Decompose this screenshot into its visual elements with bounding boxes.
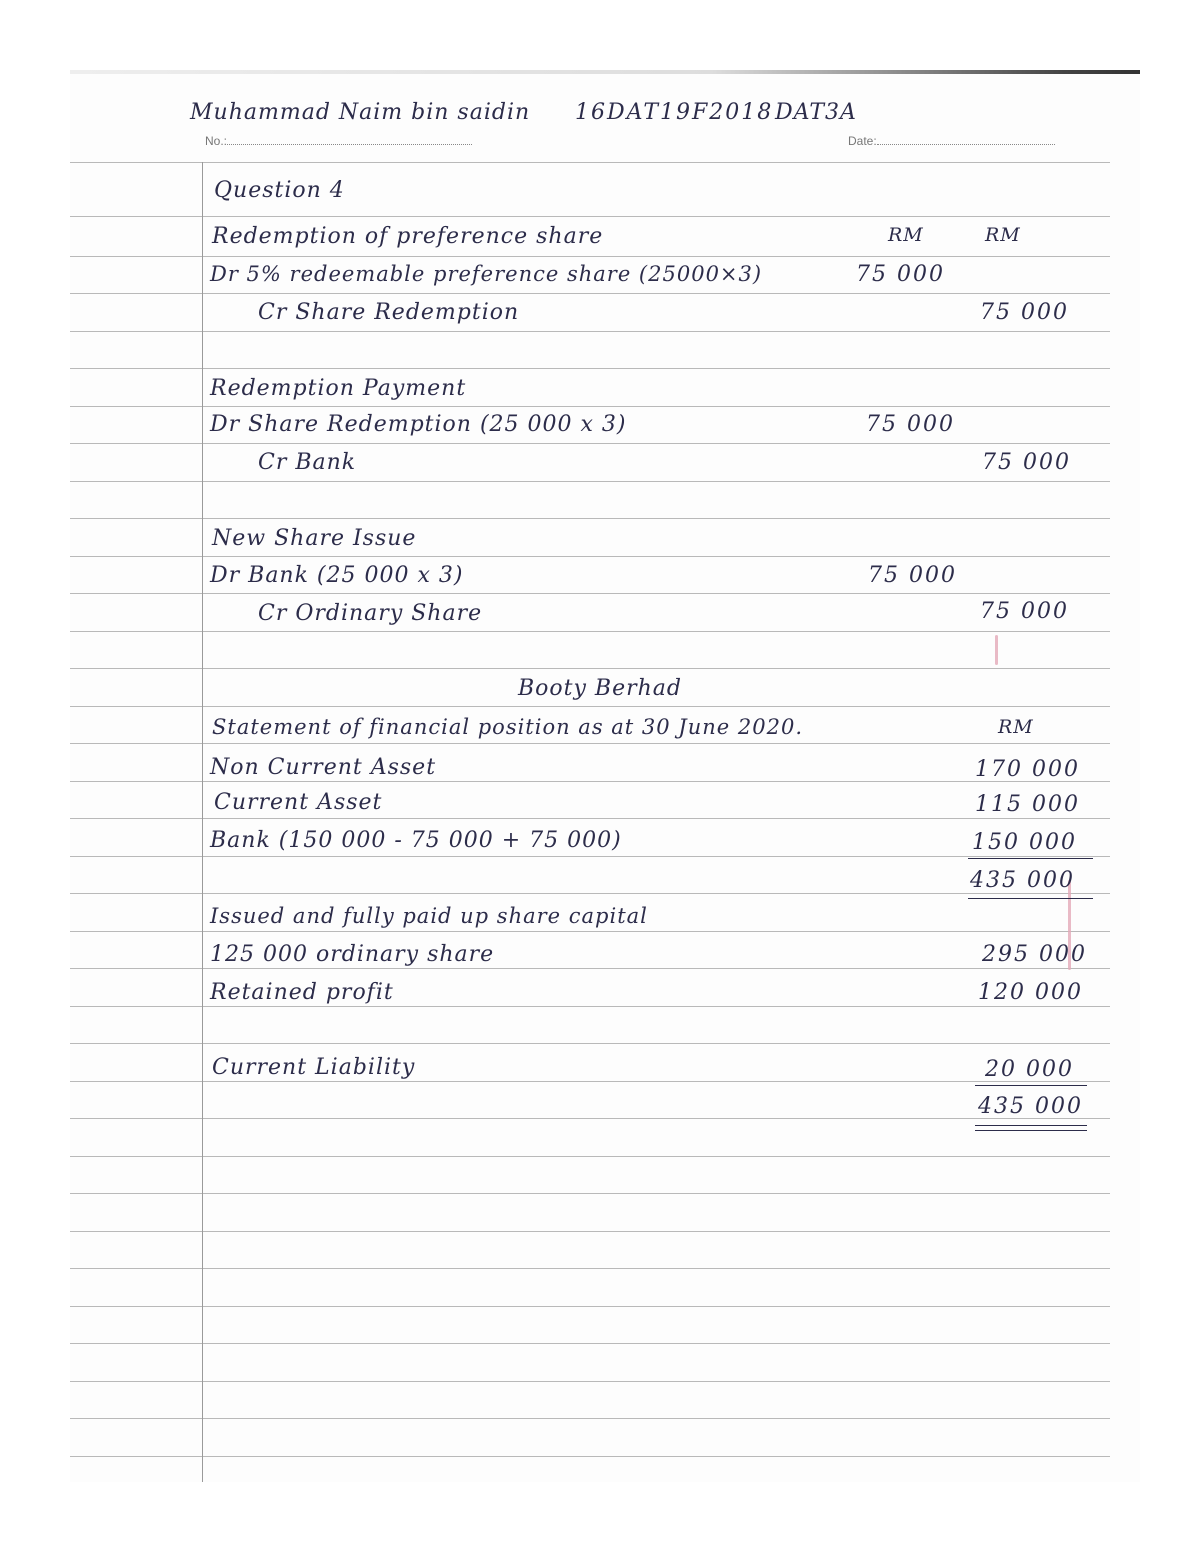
ruled-line xyxy=(70,1306,1110,1307)
credit-column-header: RM xyxy=(985,224,1021,246)
ordinary-share-amount: 295 000 xyxy=(982,942,1087,967)
ink-stain xyxy=(995,635,998,665)
statement-rm-header: RM xyxy=(998,716,1034,738)
ruled-line xyxy=(70,331,1110,332)
ruled-line xyxy=(70,1043,1110,1044)
ruled-line xyxy=(70,1231,1110,1232)
entry2-credit-amount: 75 000 xyxy=(982,450,1071,475)
double-underline-top xyxy=(975,1125,1087,1126)
ruled-line xyxy=(70,706,1110,707)
ruled-line xyxy=(70,162,1110,163)
share-capital-heading: Issued and fully paid up share capital xyxy=(210,904,648,928)
ruled-line xyxy=(70,1343,1110,1344)
ruled-line xyxy=(70,443,1110,444)
entry2-debit-text: Dr Share Redemption (25 000 x 3) xyxy=(210,412,627,437)
entry3-title: New Share Issue xyxy=(212,526,417,551)
no-field xyxy=(205,134,472,148)
entry3-credit-amount: 75 000 xyxy=(980,599,1069,624)
ruled-line xyxy=(70,256,1110,257)
ruled-line xyxy=(70,856,1110,857)
entry1-credit-amount: 75 000 xyxy=(980,300,1069,325)
entry3-credit-text: Cr Ordinary Share xyxy=(258,601,483,626)
ruled-line xyxy=(70,743,1110,744)
entry2-credit-text: Cr Bank xyxy=(258,450,357,475)
ruled-line xyxy=(70,1081,1110,1082)
ordinary-share-label: 125 000 ordinary share xyxy=(210,942,495,967)
question-heading: Question 4 xyxy=(214,178,345,203)
double-underline-bottom xyxy=(975,1130,1087,1131)
current-asset-amount: 115 000 xyxy=(975,792,1080,817)
entry2-debit-amount: 75 000 xyxy=(866,412,955,437)
page-top-edge xyxy=(70,70,1140,74)
bank-label: Bank (150 000 - 75 000 + 75 000) xyxy=(210,828,622,853)
entry3-debit-amount: 75 000 xyxy=(868,563,957,588)
non-current-asset-amount: 170 000 xyxy=(975,757,1080,782)
retained-profit-label: Retained profit xyxy=(210,980,394,1005)
ruled-line xyxy=(70,518,1110,519)
current-liability-label: Current Liability xyxy=(212,1055,416,1080)
ruled-line xyxy=(70,1118,1110,1119)
ruled-line xyxy=(70,1456,1110,1457)
date-field xyxy=(848,134,1055,148)
registration-number: 16DAT19F2018 xyxy=(575,100,774,125)
no-label: No.: xyxy=(205,134,228,148)
current-liability-amount: 20 000 xyxy=(985,1057,1074,1082)
ruled-line xyxy=(70,1006,1110,1007)
total-assets-underline xyxy=(968,898,1093,899)
margin-line xyxy=(202,162,203,1482)
retained-profit-amount: 120 000 xyxy=(978,980,1083,1005)
student-name: Muhammad Naim bin saidin xyxy=(190,100,531,125)
entry1-debit-amount: 75 000 xyxy=(856,262,945,287)
ruled-line xyxy=(70,556,1110,557)
ruled-line xyxy=(70,1268,1110,1269)
ruled-line xyxy=(70,593,1110,594)
statement-title: Statement of financial position as at 30 June 2020. xyxy=(212,715,804,739)
no-dotted-line xyxy=(227,134,472,145)
ruled-line xyxy=(70,1381,1110,1382)
entry1-title: Redemption of preference share xyxy=(212,224,604,249)
grand-total-amount: 435 000 xyxy=(978,1094,1083,1119)
ruled-line xyxy=(70,668,1110,669)
ruled-line xyxy=(70,631,1110,632)
company-name: Booty Berhad xyxy=(518,676,682,701)
entry2-title: Redemption Payment xyxy=(210,376,467,401)
ruled-line xyxy=(70,293,1110,294)
date-dotted-line xyxy=(877,134,1055,145)
ruled-line xyxy=(70,781,1110,782)
total-assets-amount: 435 000 xyxy=(970,868,1075,893)
subtotal-underline xyxy=(968,858,1093,859)
ruled-line xyxy=(70,893,1110,894)
ruled-line xyxy=(70,931,1110,932)
ruled-line xyxy=(70,1193,1110,1194)
current-asset-label: Current Asset xyxy=(214,790,383,815)
date-label: Date: xyxy=(848,134,877,148)
ruled-line xyxy=(70,818,1110,819)
ruled-line xyxy=(70,216,1110,217)
ruled-line xyxy=(70,481,1110,482)
debit-column-header: RM xyxy=(888,224,924,246)
non-current-asset-label: Non Current Asset xyxy=(210,755,437,780)
class-code: DAT3A xyxy=(775,100,857,125)
entry1-debit-text: Dr 5% redeemable preference share (25000×3) xyxy=(210,262,763,286)
ruled-line xyxy=(70,368,1110,369)
ruled-line xyxy=(70,968,1110,969)
bank-amount: 150 000 xyxy=(972,830,1077,855)
entry1-credit-text: Cr Share Redemption xyxy=(258,300,520,325)
entry3-debit-text: Dr Bank (25 000 x 3) xyxy=(210,563,464,588)
ruled-line xyxy=(70,406,1110,407)
ruled-line xyxy=(70,1418,1110,1419)
ruled-line xyxy=(70,1156,1110,1157)
liability-underline xyxy=(975,1085,1087,1086)
